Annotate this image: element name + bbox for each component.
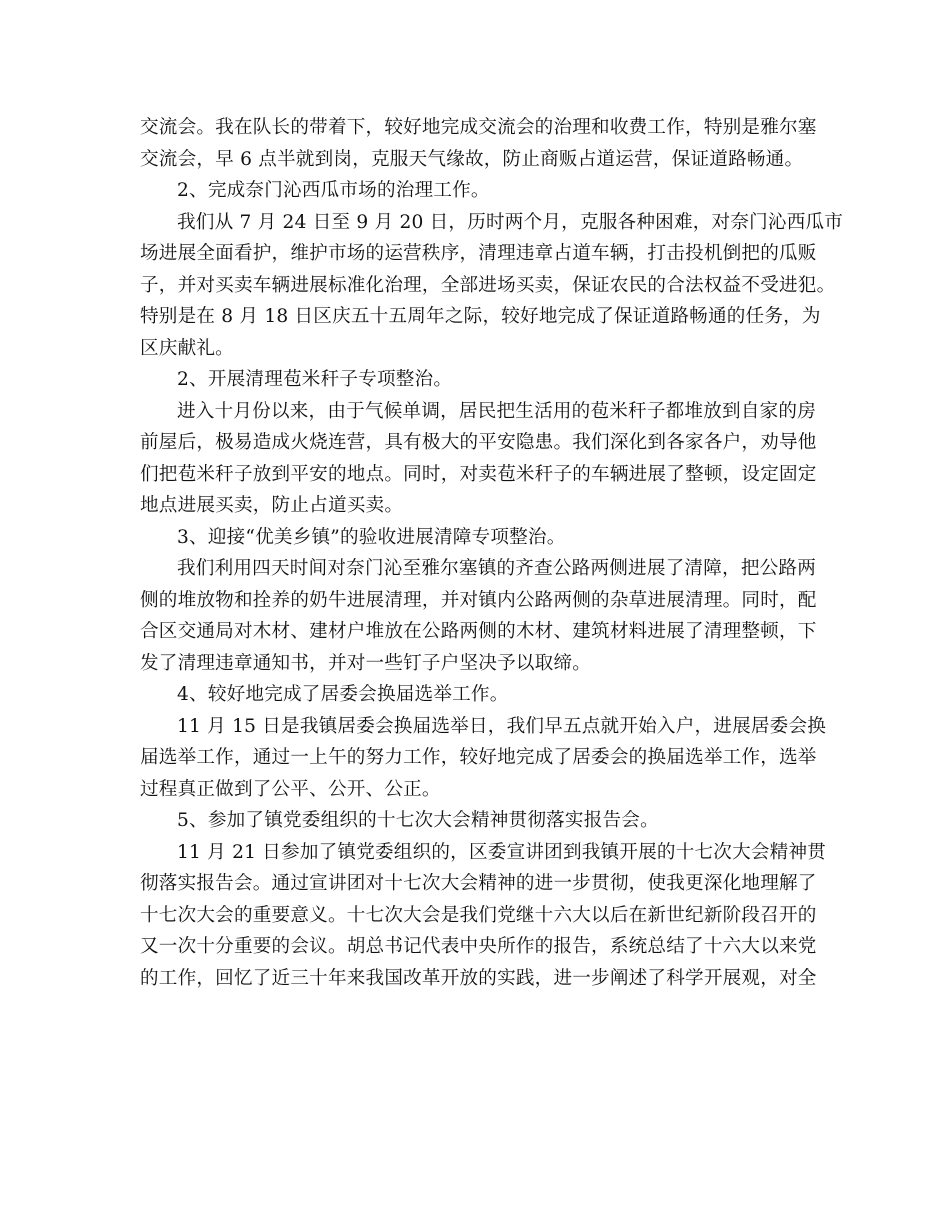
text-line: 又一次十分重要的会议。胡总书记代表中央所作的报告，系统总结了十六大以来党 [140,936,817,957]
text-line: 我们从 7 月 24 日至 9 月 20 日，历时两个月，克服各种困难，对奈门沁西瓜市 [177,211,844,233]
text-line: 的工作，回忆了近三十年来我国改革开放的实践，进一步阐述了科学开展观，对全 [140,967,817,989]
section-heading: 3、迎接“优美乡镇”的验收进展清障专项整治。 [177,526,566,548]
text-line: 过程真正做到了公平、公开、公正。 [140,778,441,800]
text-line: 届选举工作，通过一上午的努力工作，较好地完成了居委会的换届选举工作，选举 [140,747,817,768]
text-line: 特别是在 8 月 18 日区庆五十五周年之际，较好地完成了保证道路畅通的任务，为 [140,306,821,327]
text-line: 发了清理违章通知书，并对一些钉子户坚决予以取缔。 [140,652,592,674]
text-line: 11 月 21 日参加了镇党委组织的，区委宣讲团到我镇开展的十七次大会精神贯 [177,841,827,863]
text-line: 11 月 15 日是我镇居委会换届选举日，我们早五点就开始入户，进展居委会换 [177,715,827,737]
text-line: 十七次大会的重要意义。十七次大会是我们党继十六大以后在新世纪新阶段召开的 [140,904,817,926]
section-heading: 2、完成奈门沁西瓜市场的治理工作。 [177,180,490,201]
section-heading: 5、参加了镇党委组织的十七次大会精神贯彻落实报告会。 [177,810,659,831]
text-line: 我们利用四天时间对奈门沁至雅尔塞镇的齐查公路两侧进展了清障，把公路两 [177,558,816,579]
document-body [140,112,844,994]
section-heading: 4、较好地完成了居委会换届选举工作。 [177,684,509,705]
text-line: 子，并对买卖车辆进展标准化治理，全部进场买卖，保证农民的合法权益不受进犯。 [140,274,836,296]
text-line: 交流会，早 6 点半就到岗，克服天气缘故，防止商贩占道运营，保证道路畅通。 [140,148,804,170]
text-line: 场进展全面看护，维护市场的运营秩序，清理违章占道车辆，打击投机倒把的瓜贩 [140,243,817,264]
text-line: 区庆献礼。 [140,337,234,359]
text-line: 们把苞米秆子放到平安的地点。同时，对卖苞米秆子的车辆进展了整顿，设定固定 [140,463,817,485]
text-line: 进入十月份以来，由于气候单调，居民把生活用的苞米秆子都堆放到自家的房 [177,400,816,422]
section-heading: 2、开展清理苞米秆子专项整治。 [177,369,453,390]
text-line: 合区交通局对木材、建材户堆放在公路两侧的木材、建筑材料进展了清理整顿，下 [140,621,817,642]
text-line: 交流会。我在队长的带着下，较好地完成交流会的治理和收费工作，特别是雅尔塞 [140,117,817,138]
text-line: 彻落实报告会。通过宣讲团对十七次大会精神的进一步贯彻，使我更深化地理解了 [140,873,817,894]
text-line: 地点进展买卖，防止占道买卖。 [140,495,404,516]
text-line: 前屋后，极易造成火烧连营，具有极大的平安隐患。我们深化到各家各户，劝导他 [140,432,817,453]
text-line: 侧的堆放物和拴养的奶牛进展清理，并对镇内公路两侧的杂草进展清理。同时，配 [140,589,817,611]
